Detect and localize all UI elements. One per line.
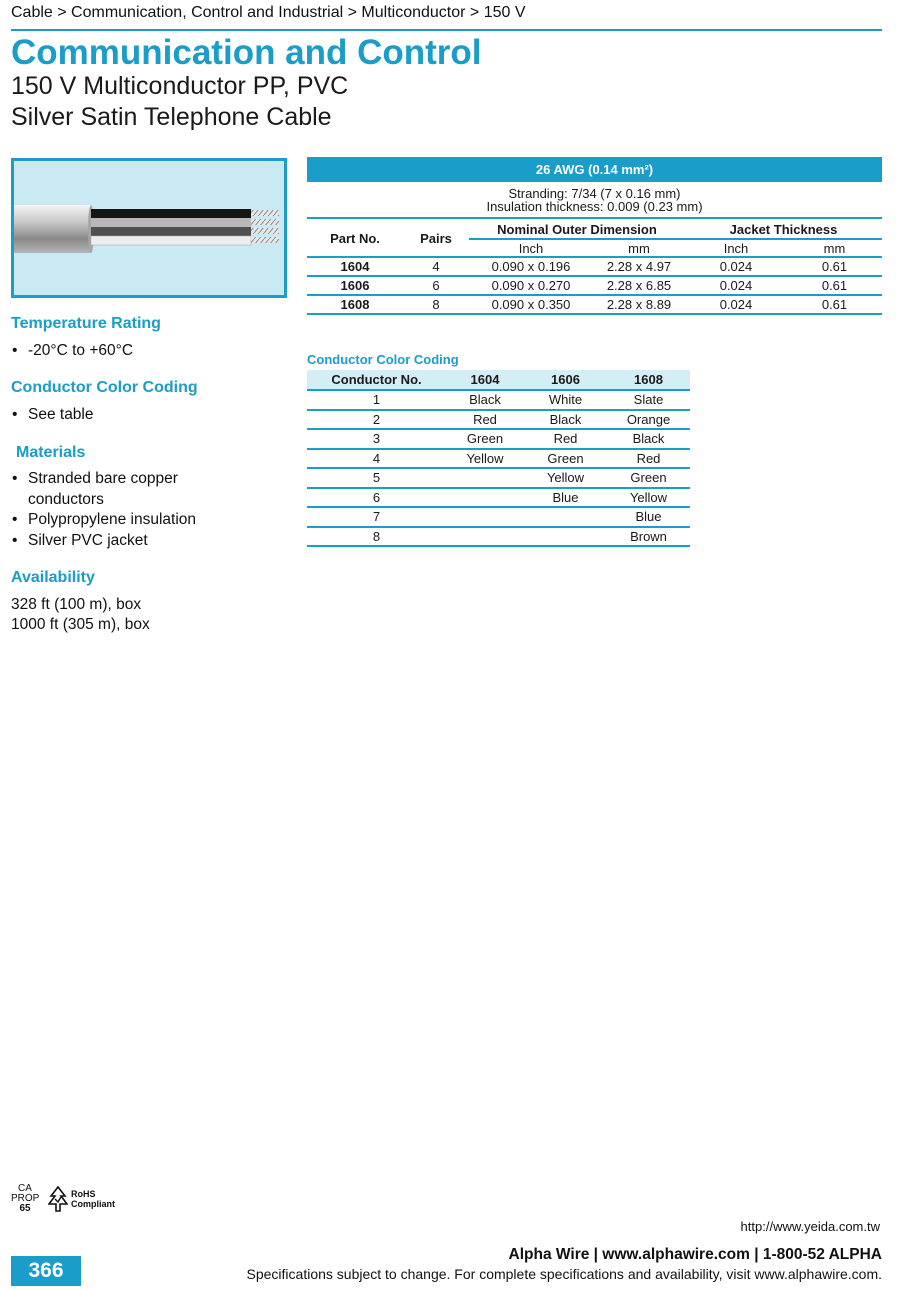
- color-1608: Brown: [630, 528, 667, 544]
- table-row: [307, 450, 690, 468]
- temperature-rating-heading: Temperature Rating: [11, 315, 161, 332]
- conductor-number: 1: [372, 392, 381, 407]
- color-1608: Blue: [635, 509, 662, 524]
- unit-mm: mm: [823, 241, 846, 256]
- ca-prop65-badge: [11, 1184, 39, 1214]
- tree-icon: [48, 1186, 68, 1212]
- list-item: • -20°C to +60°C: [11, 341, 281, 362]
- color-1608: Yellow: [629, 489, 668, 505]
- column-header: 1608: [634, 372, 663, 387]
- materials-heading: Materials: [16, 444, 86, 461]
- color-1606: Green: [547, 450, 584, 466]
- table-row: [307, 391, 690, 409]
- nod-mm-value: 2.28 x 6.85: [606, 278, 672, 293]
- badge-text: Compliant: [71, 1199, 115, 1209]
- color-1604: Green: [466, 431, 504, 446]
- jacket-inch-value: 0.024: [719, 259, 753, 274]
- jacket-inch-value: 0.024: [719, 278, 753, 293]
- conductor-number: 8: [372, 528, 381, 544]
- cable-product-image: [11, 158, 287, 298]
- color-1604: Yellow: [466, 450, 504, 466]
- color-1606: White: [548, 392, 583, 407]
- table-row: [307, 430, 690, 448]
- conductor-number: 5: [372, 470, 381, 485]
- table-row: [307, 411, 690, 429]
- color-1606: Black: [549, 411, 582, 427]
- column-header: 1606: [551, 372, 580, 387]
- color-1606: Blue: [552, 489, 579, 505]
- availability-line: 328 ft (100 m), box: [11, 596, 142, 613]
- stranding-text: Stranding: 7/34 (7 x 0.16 mm): [508, 186, 681, 201]
- materials-list: [11, 469, 241, 551]
- unit-inch: Inch: [518, 241, 544, 256]
- table-row: [307, 469, 690, 487]
- badge-text: CA: [18, 1183, 32, 1194]
- spec-table: [307, 157, 882, 315]
- list-item: • Stranded bare copper conductors: [11, 469, 241, 510]
- color-1608: Orange: [626, 411, 671, 427]
- color-1608: Slate: [633, 392, 664, 407]
- conductor-color-coding-list: [11, 405, 281, 426]
- color-table-header-row: [307, 370, 690, 389]
- conductor-number: 6: [372, 489, 381, 505]
- color-1608: Black: [632, 431, 665, 446]
- column-header: 1604: [470, 372, 500, 387]
- unit-mm: mm: [628, 241, 650, 256]
- color-1606: Yellow: [546, 470, 585, 485]
- divider: [469, 238, 882, 240]
- jacket-mm-value: 0.61: [821, 278, 848, 293]
- list-item: • See table: [11, 405, 281, 426]
- part-number: 1604: [340, 259, 370, 274]
- badge-text: RoHS: [71, 1189, 96, 1199]
- color-1604: [446, 469, 524, 487]
- pairs-value: 6: [432, 278, 440, 293]
- table-row: [307, 489, 690, 507]
- badge-text: 65: [19, 1203, 31, 1214]
- page-title: Communication and Control: [11, 33, 482, 72]
- part-number: 1608: [340, 297, 370, 312]
- column-header-nominal-outer-dimension: Nominal Outer Dimension: [497, 222, 657, 237]
- website-url[interactable]: http://www.yeida.com.tw: [740, 1219, 880, 1234]
- insulation-text: Insulation thickness: 0.009 (0.23 mm): [486, 199, 703, 214]
- spec-construction-notes: [307, 182, 882, 217]
- conductor-number: 7: [372, 509, 381, 524]
- nod-inch-value: 0.090 x 0.350: [491, 297, 571, 312]
- conductor-number: 4: [372, 450, 381, 466]
- rohs-badge: [48, 1186, 115, 1212]
- spec-column-headers: [307, 219, 882, 256]
- jacket-mm-value: 0.61: [821, 297, 848, 312]
- nod-mm-value: 2.28 x 4.97: [606, 259, 672, 274]
- nod-inch-value: 0.090 x 0.270: [491, 278, 571, 293]
- column-header-jacket-thickness: Jacket Thickness: [729, 222, 838, 237]
- list-item: • Silver PVC jacket: [11, 531, 241, 552]
- color-table-title: Conductor Color Coding: [307, 352, 459, 367]
- rohs-label: [71, 1189, 115, 1209]
- header-divider: [11, 29, 882, 31]
- color-1606: [524, 528, 607, 546]
- color-1608: Red: [636, 450, 661, 466]
- breadcrumb[interactable]: Cable > Communication, Control and Industrial > Multiconductor > 150 V: [11, 4, 526, 21]
- page-number: 366: [11, 1256, 81, 1286]
- color-coding-table: [307, 370, 690, 547]
- color-1604: [446, 528, 524, 546]
- conductor-color-coding-heading: Conductor Color Coding: [11, 379, 198, 396]
- list-item: • Polypropylene insulation: [11, 510, 241, 531]
- table-row: [307, 258, 882, 275]
- color-1604: [446, 489, 524, 507]
- jacket-mm-value: 0.61: [821, 259, 848, 274]
- nod-mm-value: 2.28 x 8.89: [606, 297, 672, 312]
- column-header: Conductor No.: [331, 372, 422, 387]
- conductor-number: 3: [372, 431, 381, 446]
- page-subtitle-line2: Silver Satin Telephone Cable: [11, 103, 332, 131]
- footer-contact: Alpha Wire | www.alphawire.com | 1-800-52 ALPHA: [508, 1246, 882, 1263]
- pairs-value: 4: [432, 259, 440, 274]
- availability-heading: Availability: [11, 569, 95, 586]
- table-row: [307, 508, 690, 526]
- page-subtitle-line1: 150 V Multiconductor PP, PVC: [11, 72, 349, 100]
- availability-line: 1000 ft (305 m), box: [11, 616, 150, 633]
- color-1604: Red: [473, 411, 497, 427]
- badge-text: PROP: [11, 1193, 40, 1204]
- temperature-rating-list: [11, 341, 281, 362]
- pairs-value: 8: [432, 297, 440, 312]
- conductor-number: 2: [372, 411, 381, 427]
- spec-table-header: 26 AWG (0.14 mm²): [307, 157, 882, 182]
- table-row: [307, 277, 882, 294]
- cable-illustration: [14, 161, 284, 295]
- unit-inch: Inch: [723, 241, 749, 256]
- color-1608: Green: [630, 470, 667, 485]
- color-1604: Black: [469, 392, 501, 407]
- footer-disclaimer: Specifications subject to change. For complete specifications and availability, visit www.alphawire.com.: [246, 1266, 882, 1282]
- color-1606: Red: [553, 431, 578, 446]
- jacket-inch-value: 0.024: [719, 297, 753, 312]
- nod-inch-value: 0.090 x 0.196: [491, 259, 571, 274]
- part-number: 1606: [340, 278, 370, 293]
- table-row: [307, 296, 882, 313]
- table-row: [307, 528, 690, 546]
- column-header-pairs: Pairs: [420, 231, 452, 246]
- color-1604: [446, 508, 524, 526]
- color-1606: [524, 508, 607, 526]
- column-header-part-no: Part No.: [330, 231, 380, 246]
